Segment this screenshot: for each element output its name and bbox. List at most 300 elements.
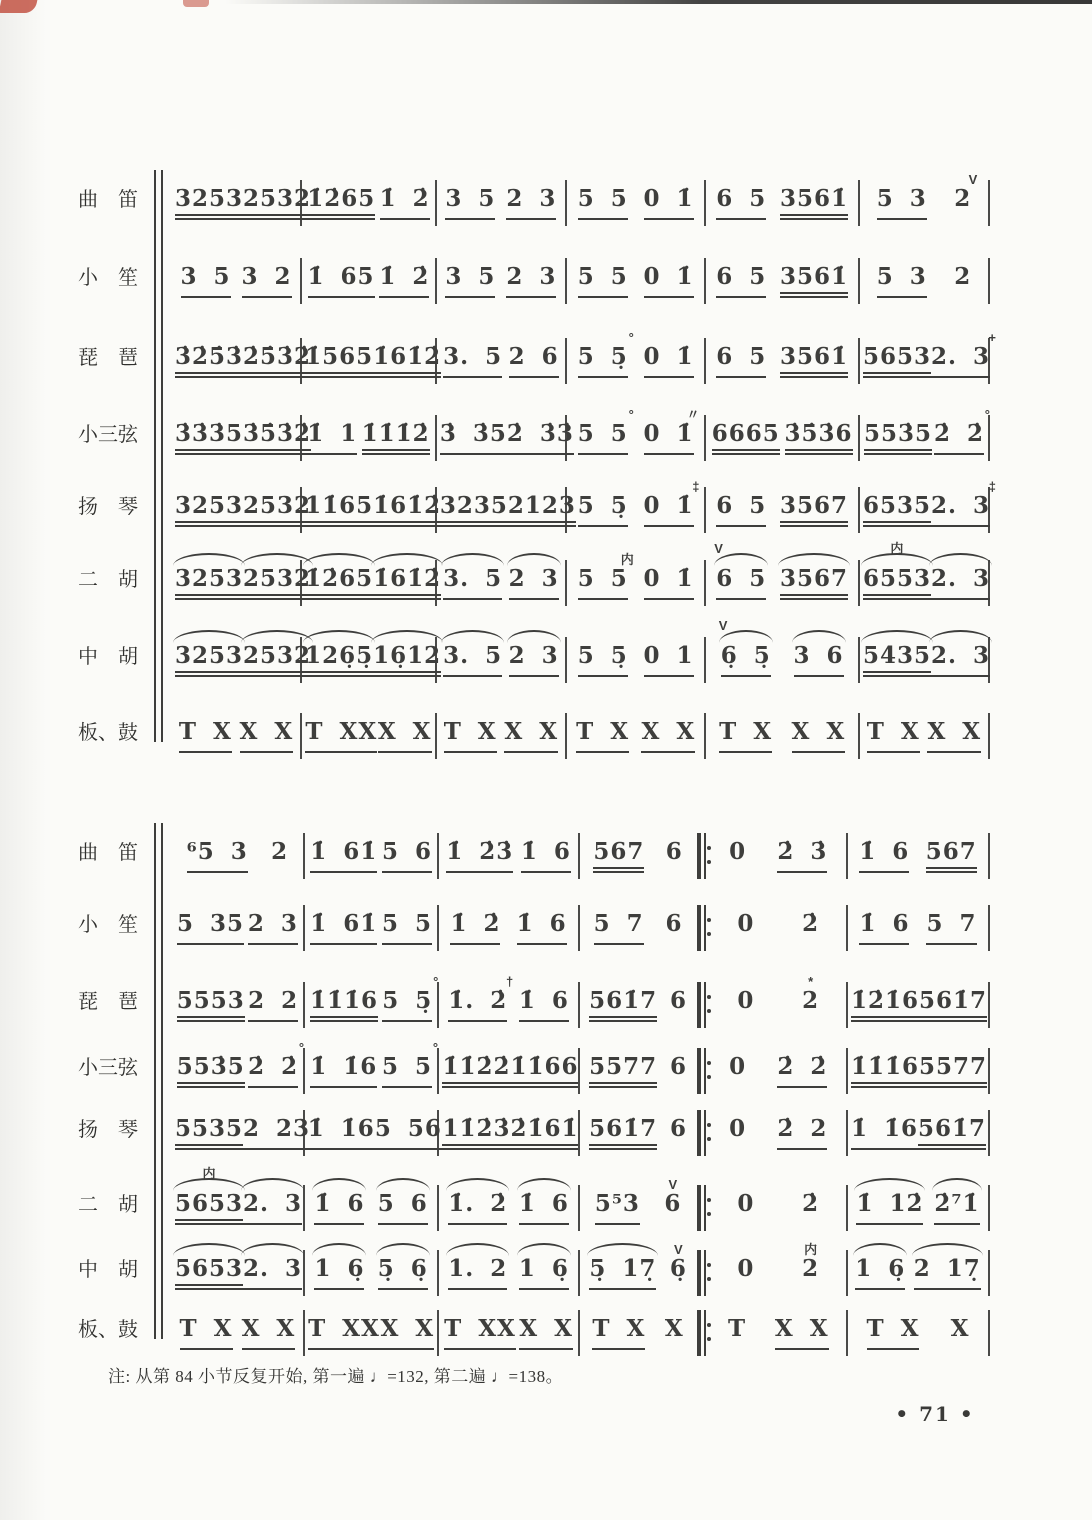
note-group: X X [927,719,981,753]
staff-music [172,833,990,873]
note-group: 1̇ 6 [517,911,567,945]
note-group: 3567 [780,566,848,600]
slur-arc [376,1178,430,1191]
staff-music [172,974,990,1022]
staff-music [172,1310,990,1350]
note-group: 1̇ 2̇ [380,186,430,220]
articulation-mark: ‡ [988,479,996,494]
note-group: 3̇5̇3̇2̇ [243,421,311,455]
slur-arc [241,1178,304,1191]
note-group: 3 5 [181,264,231,298]
measure [711,1116,846,1150]
note-group: 1̇61̇2̇ [373,566,441,600]
note-group: 1̇2̇1̇6 [851,988,919,1022]
note-group: 2̇ 2̇ [777,1054,827,1088]
note-group: 1̇1̇1̇6 [310,988,378,1022]
note-group: 2̇ [802,1190,820,1217]
note-group: 126̣5̣ [305,643,373,677]
slur-arc [241,1243,304,1256]
articulation-mark: 内 [620,552,634,567]
note-group: T X [179,719,232,753]
footnote: 注: 从第 84 小节反复开始, 第一遍 ♩=132, 第二遍 ♩=138。 [108,1367,564,1386]
end-barline [988,1250,990,1296]
note-group: 0 1̇ [644,186,694,220]
note-group: 6 [670,1115,688,1142]
articulation-mark: ‡ [692,479,700,494]
note-group: 6 5 [716,264,766,298]
staff-row [78,713,990,753]
measure [848,839,988,873]
note-group: 0 [729,1053,747,1080]
note-group: 2 内 [802,1256,819,1290]
slur-arc [792,630,846,643]
measure [567,643,704,677]
measure [302,421,435,455]
end-barline [988,1185,990,1231]
measure [172,1316,303,1350]
staff-music [172,330,996,378]
note-group: 6535 [863,493,931,527]
note-group: 5 5̣ ° [382,988,432,1022]
end-barline [988,713,990,759]
note-group: 0 [729,838,747,865]
staff-row [78,1242,990,1290]
note-group: 5 5 内 [578,566,628,600]
slur-arc [853,1243,907,1256]
note-group: T XX [444,1316,516,1350]
end-barline [988,1310,990,1356]
note-group: 3235 [440,493,508,527]
note-group: 5 5̣ [578,643,628,677]
note-group: 5553 [177,988,245,1022]
staff-row [78,618,990,677]
staff-row [78,479,996,527]
staff-music [172,713,990,753]
note-group: 561̇7 [589,1116,657,1150]
note-group: 1̇2̇65 [307,186,375,220]
repeat-start-barline [697,1110,711,1156]
note-group: 2 * [802,988,819,1022]
note-group: 3567 [780,493,848,527]
note-group: X X [641,719,695,753]
measure [439,911,577,945]
note-group: T X [180,1316,233,1350]
measure [848,1116,988,1150]
slur-arc [441,630,504,643]
note-group: 1 6̣ [314,1256,364,1290]
measure [172,1256,303,1290]
staff-row [78,172,990,220]
note-group: 6553 内 [863,566,931,600]
note-group: 561̇7 [919,988,987,1022]
measure [848,988,988,1022]
measure [580,1177,697,1225]
note-group: X X [504,719,558,753]
staff-row [78,330,996,378]
instrument-label: 小 笙 [78,914,138,936]
staff-music [172,541,990,600]
note-group: 1̇ 61̇ [310,911,377,945]
note-group: 3̇2̇5̇3̇ [175,344,243,378]
note-group: 1̇ 6 [314,1191,364,1225]
repeat-start-barline [697,905,711,951]
measure [848,1316,988,1350]
measure [439,1191,577,1225]
note-group: 2. 3 ‡ [931,493,990,527]
note-group: 2 3 [248,911,298,945]
note-group: 3561̇ [780,344,848,378]
slur-arc [376,1243,430,1256]
note-group: 3. 5 [443,566,502,600]
staff-row [78,1166,990,1225]
note-group: 6̣ V [670,1256,687,1290]
red-edge-mark [183,0,209,7]
note-group: 6 5 [716,344,766,378]
articulation-mark: V [668,1177,678,1192]
note-group: 5̣ 17̣ [589,1256,656,1290]
articulation-mark: V [673,1242,683,1257]
note-group: 2 3 [506,186,556,220]
end-barline [988,258,990,304]
note-group: T X [719,719,772,753]
note-group: 3 6 [794,643,844,677]
instrument-label: 小三弦 [78,424,138,446]
note-group: 1̇ 12̇ [856,1191,923,1225]
note-group: 1̇ 6 [859,839,909,873]
staff-music [172,1110,990,1150]
note-group: 0 [737,987,755,1014]
measure [437,186,565,220]
note-group: 2 3 [506,264,556,298]
note-group: 1̇61̇2̇ [373,493,441,527]
slur-arc [507,553,561,566]
note-group: 1̇ 2̇3̇ [446,839,513,873]
note-group: 5 3 [877,264,927,298]
measure [437,344,565,378]
measure [302,492,442,527]
staff-music [172,258,990,298]
repeat-start-barline [697,1048,711,1094]
note-group: 2 3 [509,566,559,600]
end-barline [988,905,990,951]
articulation-mark: V [968,172,978,187]
note-group: T X [576,719,629,753]
note-group: 2̇5̇3̇2̇ [243,344,311,378]
staff-row [78,905,990,945]
slur-arc [312,1178,366,1191]
measure [860,719,988,753]
note-group: 1̇2̇65 [305,566,373,600]
note-group: 5 7 [926,911,976,945]
note-group: 0 1̇ [644,344,694,378]
measure [860,479,996,527]
note-group: 5 6 [382,839,432,873]
note-group: T X [867,719,920,753]
measure [437,420,574,455]
note-group: 0 [729,1115,747,1142]
measure [711,1316,846,1350]
note-group: 5⁵3 [595,1191,640,1225]
measure [580,1116,697,1150]
measure [437,264,565,298]
repeat-start-barline [697,982,711,1028]
measure [567,552,704,600]
measure [711,911,846,945]
note-group: 2532 [243,566,311,600]
instrument-label: 中 胡 [78,646,138,668]
staff-row [78,833,990,873]
measure [439,1316,577,1350]
measure [305,911,438,945]
measure [706,493,858,527]
articulation-mark: ° [628,407,634,422]
instrument-label: 小三弦 [78,1057,138,1079]
measure [848,1256,988,1290]
note-group: 2̇ 2̇ ° [248,1054,298,1088]
staff-row [78,407,990,455]
measure [848,1191,988,1225]
note-group: 5653 [863,344,931,378]
measure [706,186,858,220]
note-group: 6 5 [716,493,766,527]
staff-row [78,974,990,1022]
slur-arc [173,553,245,566]
note-group: 3 2 [242,264,292,298]
measure [848,1054,988,1088]
note-group: 5 5 [382,911,432,945]
note-group: 2̇ 3̇3̇ [507,421,574,455]
note-group: 1̇ 1̇6 [851,1116,918,1150]
note-group: 1̇61̇2̇ [373,344,441,378]
instrument-label: 扬 琴 [78,496,138,518]
note-group: 5 7 [594,911,644,945]
articulation-mark: V [718,618,728,633]
note-group: 561̇7 [589,988,657,1022]
note-group: 567 [593,839,644,873]
note-group: 5435 [863,643,931,677]
instrument-label: 板、鼓 [78,722,138,744]
note-group: 553̇5 [177,1054,245,1088]
end-barline [988,1048,990,1094]
scan-gutter-shadow [0,0,46,1520]
note-group: T X [592,1316,645,1350]
note-group: 3561̇ [780,186,848,220]
slur-arc [446,1178,509,1191]
measure [437,566,565,600]
note-group: 1 6̣ [519,1256,569,1290]
measure [567,719,704,753]
note-group: 1̇1̇1̇2̇ [362,421,430,455]
note-group: X X [240,719,294,753]
measure [580,1316,697,1350]
note-group: 3. 5 [443,344,502,378]
slur-arc [929,630,992,643]
note-group: 1̇ 1 [307,421,357,455]
note-group: 0 1̇ ‡ [644,493,694,527]
end-barline [988,833,990,879]
measure [580,911,697,945]
note-group: 1̇. 2̇ [448,1191,507,1225]
measure [706,421,858,455]
note-group: T [727,1315,747,1342]
slur-arc [173,1243,245,1256]
staff-music [172,172,990,220]
note-group: 1 6̣ [855,1256,905,1290]
staff-row [78,1110,990,1150]
note-group: 6 5 V [716,566,766,600]
slur-arc [441,553,504,566]
instrument-label: 小 笙 [78,267,138,289]
staff-row [78,541,990,600]
note-group: 3561̇ [780,264,848,298]
instrument-label: 中 胡 [78,1259,138,1281]
measure [305,1115,442,1150]
measure [860,643,988,677]
measure [439,1256,577,1290]
staff-row [78,1310,990,1350]
note-group: 1̇ 65 [308,264,375,298]
note-group: 11̇2̇3̇ [442,1116,510,1150]
measure [305,974,439,1022]
note-group: 5 5̣ [578,493,628,527]
note-group: 567 [926,839,977,873]
note-group: 1̇ 1̇6 [310,1054,377,1088]
note-group: 5 5 [578,264,628,298]
measure [711,974,846,1022]
measure [172,719,300,753]
articulation-mark: 内 [202,1166,216,1181]
note-group: 561̇7 [918,1116,986,1150]
note-group: 3253 [175,186,243,220]
staff-row [78,258,990,298]
note-group: 2532 [243,493,311,527]
note-group: T X [867,1316,920,1350]
note-group: 2123 [508,493,576,527]
note-group: 3̇3̇3̇5 [175,421,243,455]
slur-arc [778,553,850,566]
measure [860,264,988,298]
note-group: 553̇5 [864,421,932,455]
staff-music [172,407,990,455]
note-group: 1̇ 6 [519,988,569,1022]
note-group: 5 35 [177,911,244,945]
slur-arc [371,553,443,566]
note-group: X X [519,1316,573,1350]
articulation-mark: 内 [804,1242,818,1257]
repeat-start-barline [697,833,711,879]
note-group: 16̣12 [373,643,441,677]
note-group: 3253 [175,643,243,677]
measure [305,1316,438,1350]
measure [567,407,704,455]
measure [860,407,990,455]
slur-arc [861,630,933,643]
note-group: X X [792,719,846,753]
note-group: 1̇ 6 [519,1191,569,1225]
note-group: 2 17̣ [914,1256,981,1290]
measure [580,1242,697,1290]
measure [580,839,697,873]
note-group: 2 [954,263,972,290]
articulation-mark: 内 [890,541,904,556]
slur-arc [517,1243,571,1256]
staff-music [172,1166,990,1225]
note-group: 2. 3 [243,1256,302,1290]
measure [439,839,577,873]
staff-music [172,618,990,677]
measure [172,565,312,600]
note-group: 2532 [243,186,311,220]
measure [302,719,435,753]
note-group: T XX [305,719,377,753]
slur-arc [507,630,561,643]
note-group: 2. 3 [931,643,990,677]
note-group: 5 5 ° [382,1054,432,1088]
measure [567,186,704,220]
note-group: 5 56 [375,1116,442,1150]
measure [302,343,442,378]
note-group: 6 5 [716,186,766,220]
note-group: X X [380,1316,434,1350]
note-group: 0 1̇ [644,566,694,600]
note-group: 0 1̇ 〃 [644,421,694,455]
articulation-mark: + [988,330,996,345]
measure [172,1040,305,1088]
system-2 [78,833,990,1353]
slur-arc [312,1243,366,1256]
measure [848,911,988,945]
slur-arc [517,1178,571,1191]
note-group: 2̇ [802,910,820,937]
slur-arc [587,1243,658,1256]
articulation-mark: ° [432,1040,439,1055]
measure [302,186,435,220]
note-group: 3253 [175,493,243,527]
note-group: 1̇565 [305,344,373,378]
note-group: 1̇ 6 [859,911,909,945]
measure [172,642,312,677]
end-barline [988,1110,990,1156]
measure [439,974,577,1022]
note-group: T X [444,719,497,753]
slur-arc [371,630,443,643]
articulation-mark: ° [984,407,990,422]
measure [172,264,300,298]
articulation-mark: 〃 [686,407,700,422]
articulation-mark: V [714,541,723,556]
measure [711,1054,846,1088]
measure [437,719,565,753]
page-number: • 71 • [895,1402,975,1426]
measure [172,492,312,527]
measure [172,343,312,378]
measure [172,911,303,945]
articulation-mark: ° [628,330,634,345]
note-group: 3253 [175,566,243,600]
note-group: 3. 5 [443,643,502,677]
slur-arc [912,1243,983,1256]
measure [706,618,858,677]
measure [567,264,704,298]
note-group: 2̇ 2 [777,1116,827,1150]
note-group: 3 5 [445,186,495,220]
note-group: 0 1̇ [644,264,694,298]
note-group: 2. 3 [243,1191,302,1225]
note-group: 6 [665,910,683,937]
end-barline [988,180,990,226]
note-group: 2 [271,838,289,865]
measure [711,839,846,873]
